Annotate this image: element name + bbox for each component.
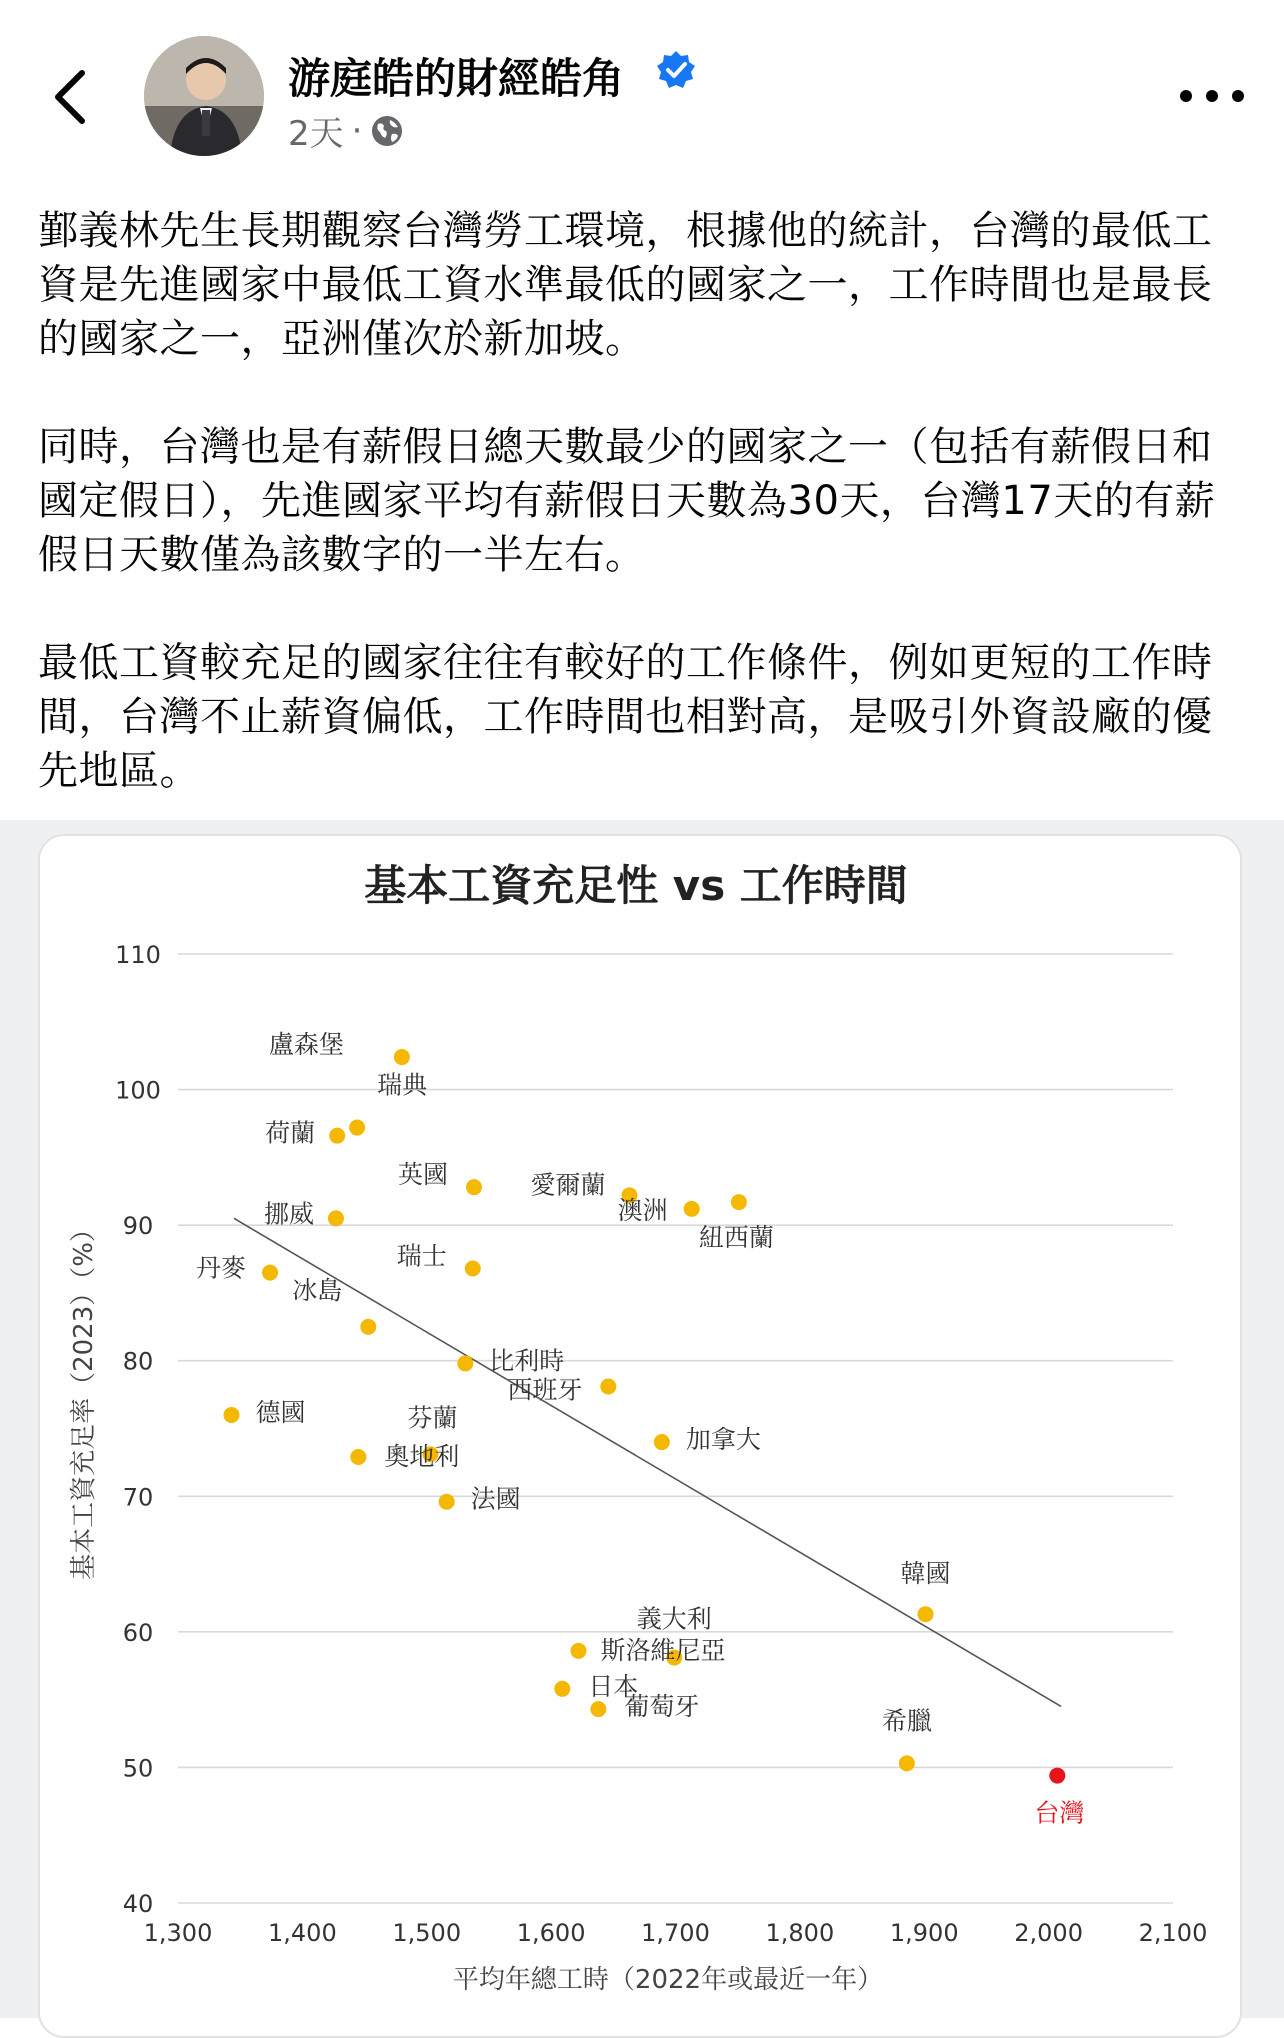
more-options-button[interactable]: [1180, 78, 1244, 114]
x-tick-label: 1,700: [641, 1919, 710, 1947]
point-label: 台灣: [1034, 1798, 1085, 1828]
y-tick-label: 50: [122, 1754, 154, 1783]
post-header: [0, 0, 1284, 180]
point-label: 愛爾蘭: [530, 1170, 606, 1200]
avatar[interactable]: [144, 36, 264, 156]
data-point: [262, 1265, 278, 1281]
point-label: 比利時: [489, 1346, 565, 1376]
y-axis-ticks: [115, 941, 161, 1918]
point-label: 瑞典: [377, 1070, 428, 1100]
point-label: 西班牙: [507, 1375, 583, 1405]
point-label: 澳洲: [617, 1195, 668, 1225]
point-label: 挪威: [263, 1199, 314, 1229]
data-point: [899, 1755, 915, 1771]
data-point: [684, 1201, 700, 1217]
data-point: [917, 1606, 933, 1622]
data-point: [360, 1319, 376, 1335]
globe-icon: [370, 114, 404, 148]
data-point: [570, 1643, 586, 1659]
x-tick-label: 1,400: [268, 1919, 337, 1947]
meta-separator: ·: [351, 110, 363, 151]
point-labels: [196, 1030, 1084, 1828]
post-paragraph: 鄞義林先生長期觀察台灣勞工環境，根據他的統計，台灣的最低工資是先進國家中最低工資水準最低的國家之一，工作時間也是最長的國家之一，亞洲僅次於新加坡。: [38, 208, 1213, 362]
data-point: [223, 1407, 239, 1423]
point-label: 瑞士: [396, 1241, 447, 1271]
point-label: 丹麥: [196, 1253, 247, 1283]
point-label: 韓國: [900, 1559, 951, 1589]
post-time[interactable]: 2天: [288, 114, 344, 154]
chart-title: 基本工資充足性 vs 工作時間: [364, 861, 908, 910]
data-point: [329, 1128, 345, 1144]
post-body: [38, 204, 1248, 852]
y-tick-label: 60: [122, 1618, 154, 1647]
data-point: [394, 1049, 410, 1065]
data-point: [1049, 1768, 1065, 1784]
data-point: [466, 1179, 482, 1195]
y-tick-label: 90: [122, 1212, 154, 1241]
back-button[interactable]: [40, 62, 100, 132]
point-label: 紐西蘭: [698, 1223, 774, 1253]
point-label: 法國: [470, 1484, 521, 1514]
data-point: [457, 1355, 473, 1371]
more-dot-icon: [1206, 90, 1218, 102]
point-label: 日本: [588, 1671, 639, 1701]
point-label: 英國: [397, 1160, 449, 1190]
data-point: [554, 1681, 570, 1697]
data-point: [349, 1120, 365, 1136]
more-dot-icon: [1180, 90, 1192, 102]
grid-lines: [178, 954, 1173, 1903]
data-point: [731, 1194, 747, 1210]
point-label: 德國: [255, 1397, 306, 1427]
page-name[interactable]: 游庭皓的財經皓角: [288, 54, 625, 103]
x-tick-label: 1,500: [392, 1919, 462, 1947]
post-paragraph: 最低工資較充足的國家往往有較好的工作條件，例如更短的工作時間，台灣不止薪資偏低，工作時間也相對高，是吸引外資設廠的優先地區。: [38, 640, 1213, 794]
x-axis-label: 平均年總工時（2022年或最近一年）: [452, 1965, 884, 1995]
y-axis-label: 基本工資充足率（2023）（%）: [69, 1216, 99, 1580]
point-label: 葡萄牙: [624, 1692, 700, 1722]
y-tick-label: 110: [115, 941, 161, 969]
y-tick-label: 40: [122, 1890, 154, 1918]
x-tick-label: 1,900: [889, 1919, 959, 1947]
data-point: [590, 1701, 606, 1717]
data-point: [328, 1210, 344, 1226]
y-tick-label: 100: [115, 1076, 161, 1105]
post-paragraph: 同時，台灣也是有薪假日總天數最少的國家之一（包括有薪假日和國定假日），先進國家平均有薪假日天數為30天，台灣17天的有薪假日天數僅為該數字的一半左右。: [38, 424, 1216, 578]
x-tick-label: 1,600: [516, 1919, 586, 1947]
x-axis-ticks: [144, 1919, 1208, 1947]
point-label: 奧地利: [384, 1441, 460, 1471]
data-point: [439, 1494, 455, 1510]
data-point: [465, 1261, 481, 1277]
data-points: [223, 1049, 1065, 1784]
chevron-left-icon: [50, 67, 90, 127]
scatter-chart: [0, 820, 1284, 2018]
point-label: 加拿大: [685, 1425, 761, 1455]
verified-badge-icon: [656, 50, 696, 90]
post-meta: [288, 106, 404, 155]
x-tick-label: 1,800: [765, 1919, 835, 1947]
more-dot-icon: [1232, 90, 1244, 102]
x-tick-label: 2,000: [1014, 1919, 1083, 1947]
point-label: 盧森堡: [268, 1030, 344, 1060]
y-tick-label: 80: [122, 1347, 154, 1376]
point-label: 荷蘭: [265, 1118, 316, 1148]
point-label: 義大利: [636, 1604, 712, 1634]
data-point: [350, 1449, 366, 1465]
x-tick-label: 2,100: [1138, 1919, 1208, 1947]
point-label: 斯洛維尼亞: [600, 1635, 726, 1665]
point-label: 芬蘭: [407, 1403, 458, 1433]
x-tick-label: 1,300: [143, 1919, 213, 1947]
point-label: 冰島: [292, 1275, 343, 1305]
y-tick-label: 70: [122, 1483, 154, 1512]
data-point: [654, 1434, 670, 1450]
point-label: 希臘: [881, 1706, 932, 1736]
data-point: [600, 1378, 616, 1394]
